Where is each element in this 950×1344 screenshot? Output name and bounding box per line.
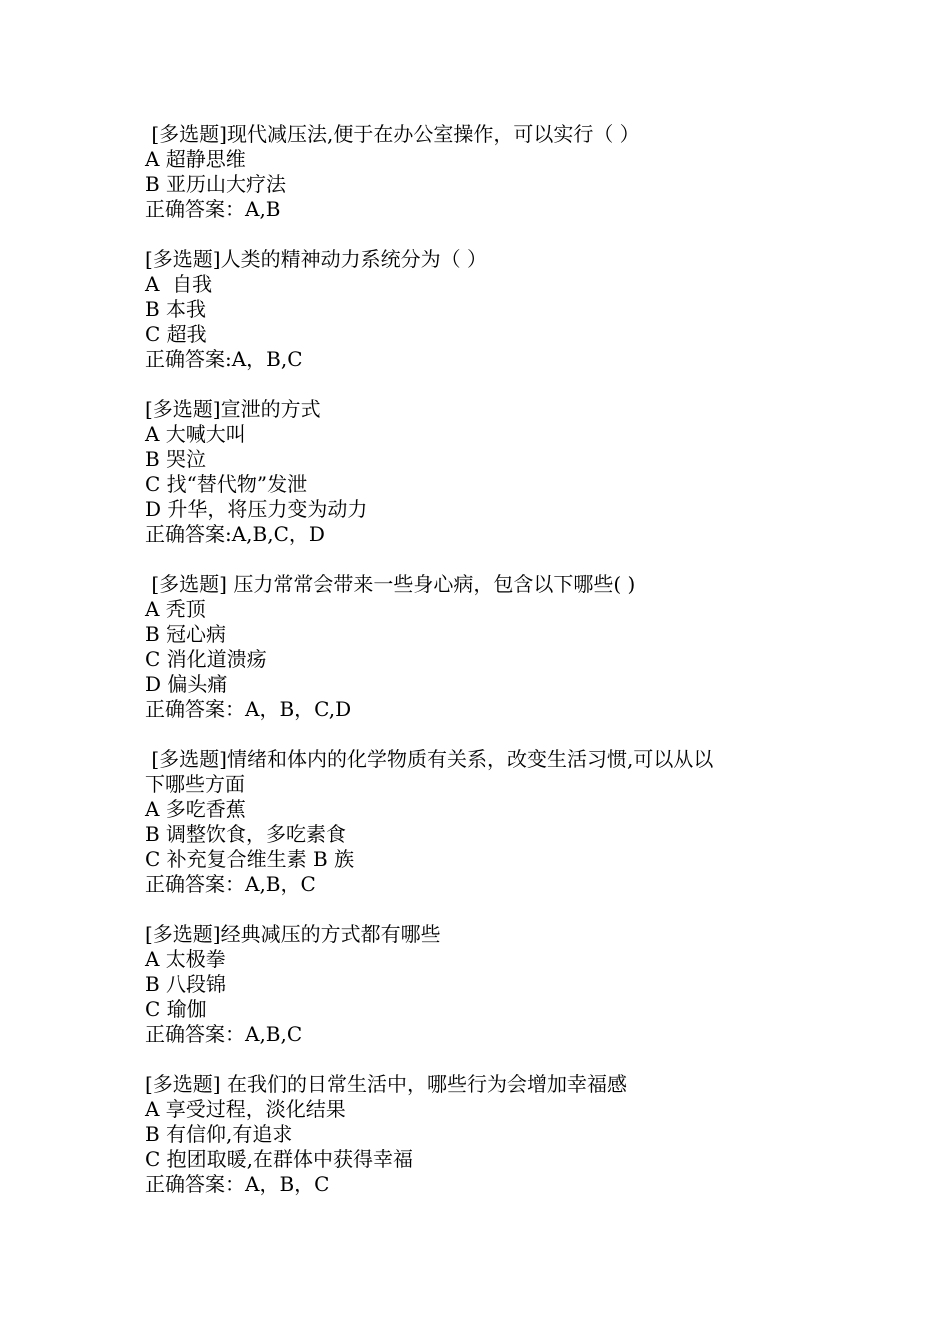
option-a: A 超静思维 (145, 147, 246, 171)
option-c: C 超我 (145, 322, 207, 346)
option-c: C 消化道溃疡 (145, 647, 267, 671)
option-a: A 秃顶 (145, 597, 206, 621)
question-7 (145, 1072, 825, 1197)
option-c: C 找“替代物”发泄 (145, 472, 308, 496)
question-5 (145, 747, 825, 897)
option-a: A 多吃香蕉 (145, 797, 246, 821)
option-a: A 大喊大叫 (145, 422, 246, 446)
question-stem: [多选题]经典减压的方式都有哪些 (145, 922, 441, 946)
option-b: B 八段锦 (145, 972, 227, 996)
question-list (145, 122, 825, 1222)
question-stem: [多选题]人类的精神动力系统分为（ ） (145, 247, 487, 271)
answer-line: 正确答案：A，B，C,D (145, 697, 352, 721)
question-stem: [多选题]现代减压法,便于在办公室操作，可以实行（ ） (145, 122, 640, 146)
answer-line: 正确答案:A,B,C，D (145, 522, 325, 546)
option-c: C 抱团取暖,在群体中获得幸福 (145, 1147, 414, 1171)
question-stem-continued: 下哪些方面 (145, 772, 245, 796)
question-2 (145, 247, 825, 372)
option-b: B 调整饮食，多吃素食 (145, 822, 347, 846)
question-3 (145, 397, 825, 547)
answer-line: 正确答案:A，B,C (145, 347, 303, 371)
question-4 (145, 572, 825, 722)
option-b: B 哭泣 (145, 447, 207, 471)
option-a: A 自我 (145, 272, 213, 296)
option-b: B 本我 (145, 297, 207, 321)
question-6 (145, 922, 825, 1047)
option-c: C 补充复合维生素 B 族 (145, 847, 355, 871)
option-c: C 瑜伽 (145, 997, 207, 1021)
question-stem: [多选题] 压力常常会带来一些身心病，包含以下哪些( ) (145, 572, 636, 596)
question-stem: [多选题]情绪和体内的化学物质有关系，改变生活习惯,可以从以 (145, 747, 714, 771)
answer-line: 正确答案：A，B，C (145, 1172, 330, 1196)
question-stem: [多选题] 在我们的日常生活中，哪些行为会增加幸福感 (145, 1072, 627, 1096)
question-1 (145, 122, 825, 222)
answer-line: 正确答案：A,B (145, 197, 281, 221)
question-stem: [多选题]宣泄的方式 (145, 397, 321, 421)
option-a: A 享受过程，淡化结果 (145, 1097, 346, 1121)
option-d: D 偏头痛 (145, 672, 228, 696)
option-b: B 亚历山大疗法 (145, 172, 287, 196)
answer-line: 正确答案：A,B,C (145, 1022, 303, 1046)
option-b: B 冠心病 (145, 622, 227, 646)
option-d: D 升华，将压力变为动力 (145, 497, 368, 521)
option-b: B 有信仰,有追求 (145, 1122, 293, 1146)
answer-line: 正确答案：A,B，C (145, 872, 316, 896)
option-a: A 太极拳 (145, 947, 226, 971)
